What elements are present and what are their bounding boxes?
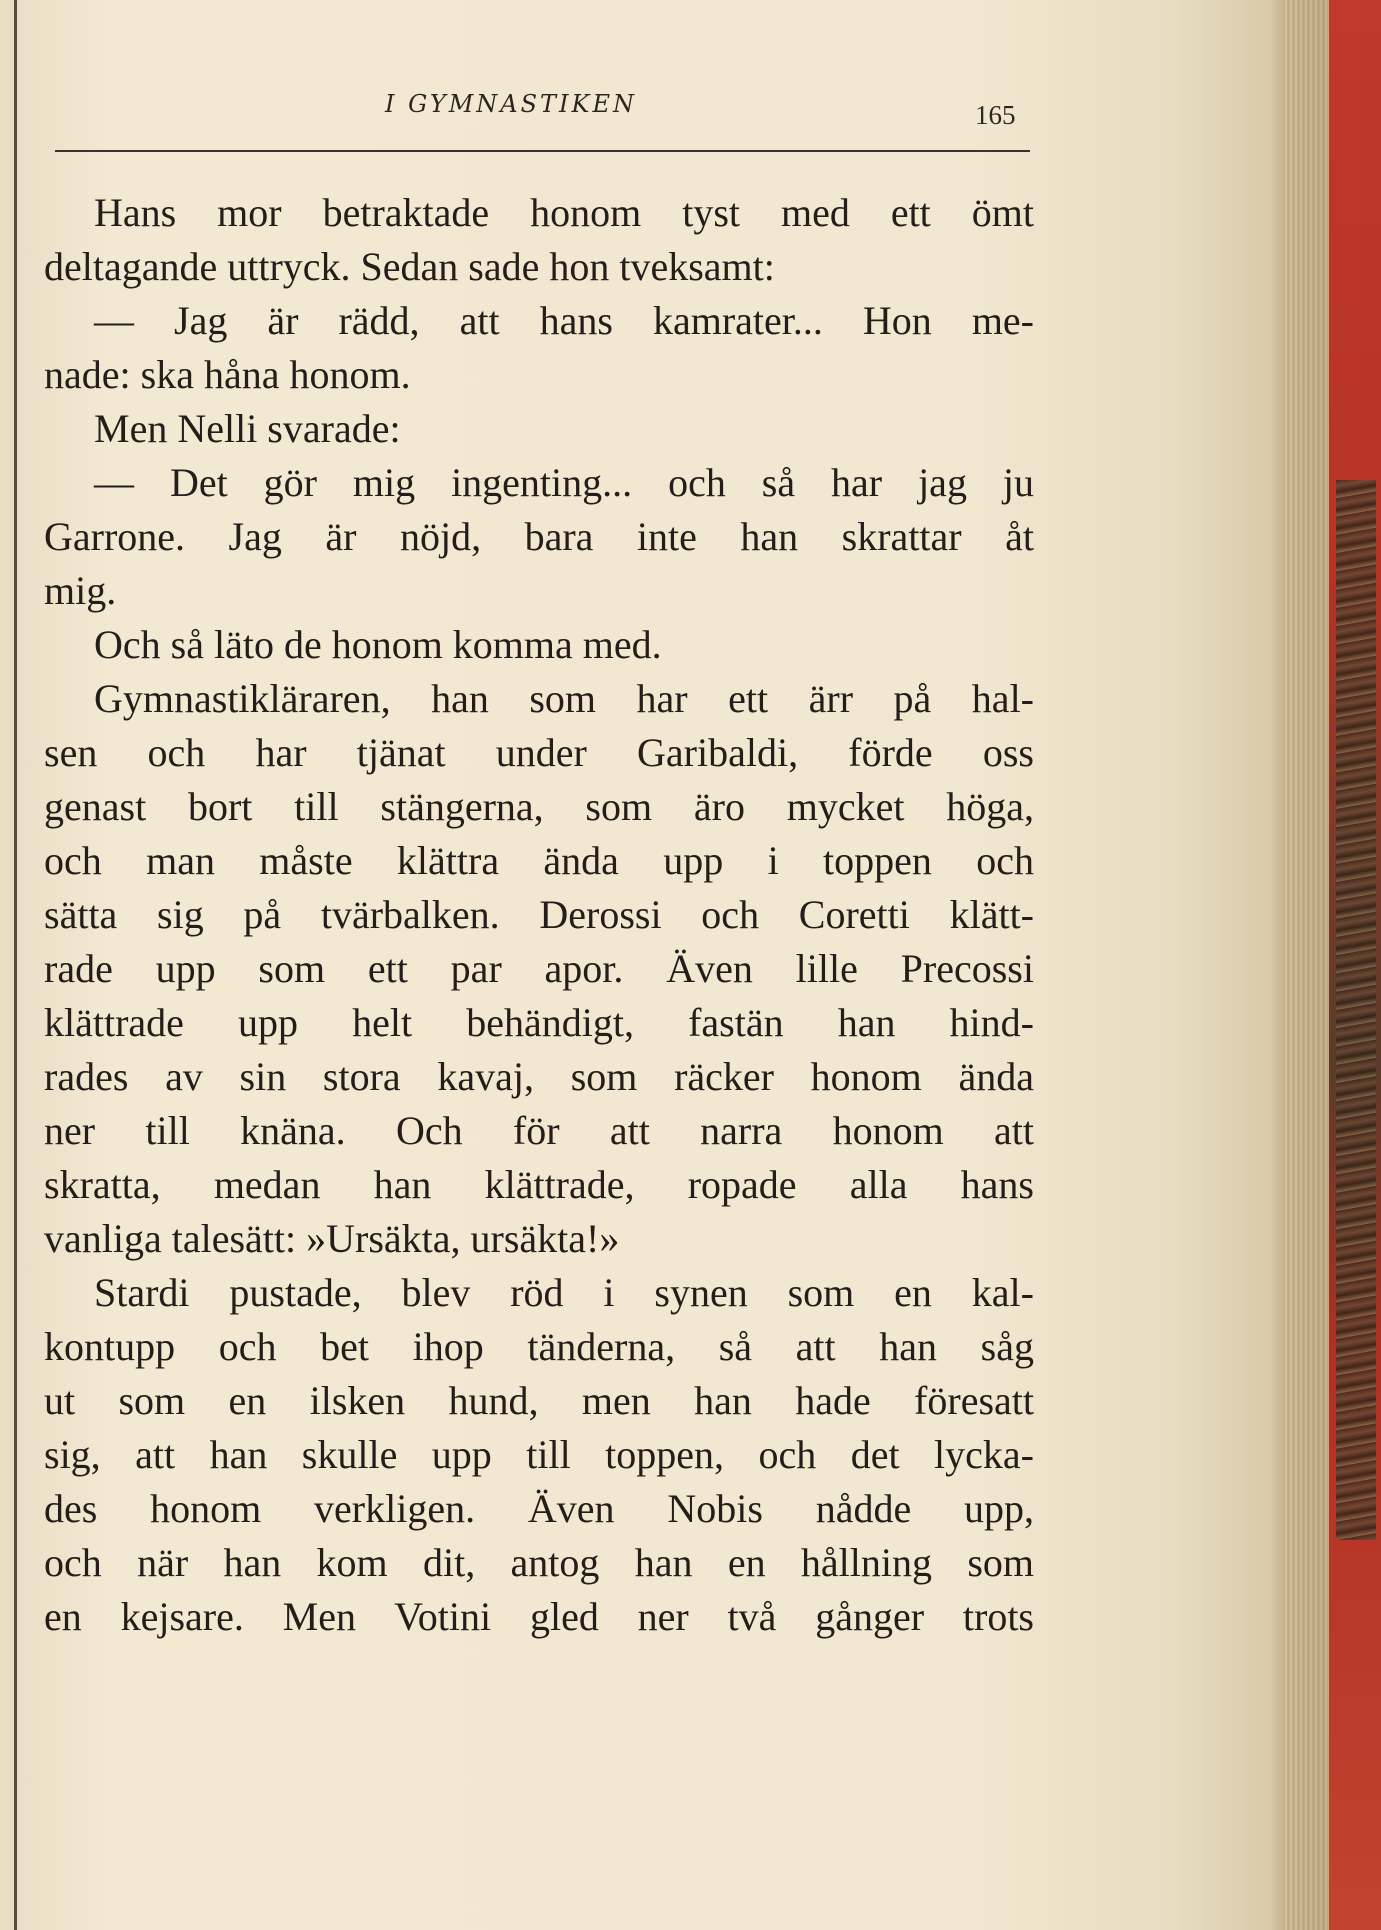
text-line: nade: ska håna honom.	[44, 352, 411, 397]
text-line: mig.	[44, 568, 117, 613]
text-line: Gymnastikläraren, han som har ett ärr på hal-	[94, 676, 1034, 721]
text-line: och man måste klättra ända upp i toppen och	[44, 838, 1034, 883]
text-line: en kejsare. Men Votini gled ner två gånger trots	[44, 1594, 1034, 1639]
text-line: klättrade upp helt behändigt, fastän han hind-	[44, 1000, 1034, 1045]
text-line: och när han kom dit, antog han en hållning som	[44, 1540, 1034, 1585]
text-line: ut som en ilsken hund, men han hade föresatt	[44, 1378, 1034, 1423]
page-number: 165	[975, 100, 1016, 130]
text-line: — Det gör mig ingenting... och så har jag ju	[94, 460, 1034, 505]
text-line: Garrone. Jag är nöjd, bara inte han skrattar åt	[44, 514, 1034, 559]
page-header	[55, 90, 1030, 150]
running-title: I GYMNASTIKEN	[385, 90, 637, 118]
text-line: Och så läto de honom komma med.	[94, 622, 662, 667]
text-line: skratta, medan han klättrade, ropade alla hans	[44, 1162, 1034, 1207]
text-line: Men Nelli svarade:	[94, 406, 401, 451]
body-text	[44, 186, 1034, 1644]
text-line: kontupp och bet ihop tänderna, så att han såg	[44, 1324, 1034, 1369]
text-line: sen och har tjänat under Garibaldi, förde oss	[44, 730, 1034, 775]
text-line: Hans mor betraktade honom tyst med ett ömt	[94, 190, 1034, 235]
text-line: — Jag är rädd, att hans kamrater... Hon me-	[94, 298, 1034, 343]
text-line: ner till knäna. Och för att narra honom att	[44, 1108, 1034, 1153]
text-line: rade upp som ett par apor. Även lille Precossi	[44, 946, 1034, 991]
text-line: vanliga talesätt: »Ursäkta, ursäkta!»	[44, 1216, 620, 1261]
text-line: sig, att han skulle upp till toppen, och det lycka-	[44, 1432, 1034, 1477]
text-line: deltagande uttryck. Sedan sade hon tveksamt:	[44, 244, 775, 289]
text-line: sätta sig på tvärbalken. Derossi och Coretti klätt-	[44, 892, 1034, 937]
page-edges	[1285, 0, 1329, 1930]
text-line: genast bort till stängerna, som äro mycket höga,	[44, 784, 1034, 829]
text-line: des honom verkligen. Även Nobis nådde upp,	[44, 1486, 1034, 1531]
text-line: Stardi pustade, blev röd i synen som en kal-	[94, 1270, 1034, 1315]
header-rule	[55, 150, 1030, 152]
text-line: rades av sin stora kavaj, som räcker honom ända	[44, 1054, 1034, 1099]
cover-marbling	[1336, 480, 1376, 1540]
page-left-edge	[14, 0, 17, 1930]
